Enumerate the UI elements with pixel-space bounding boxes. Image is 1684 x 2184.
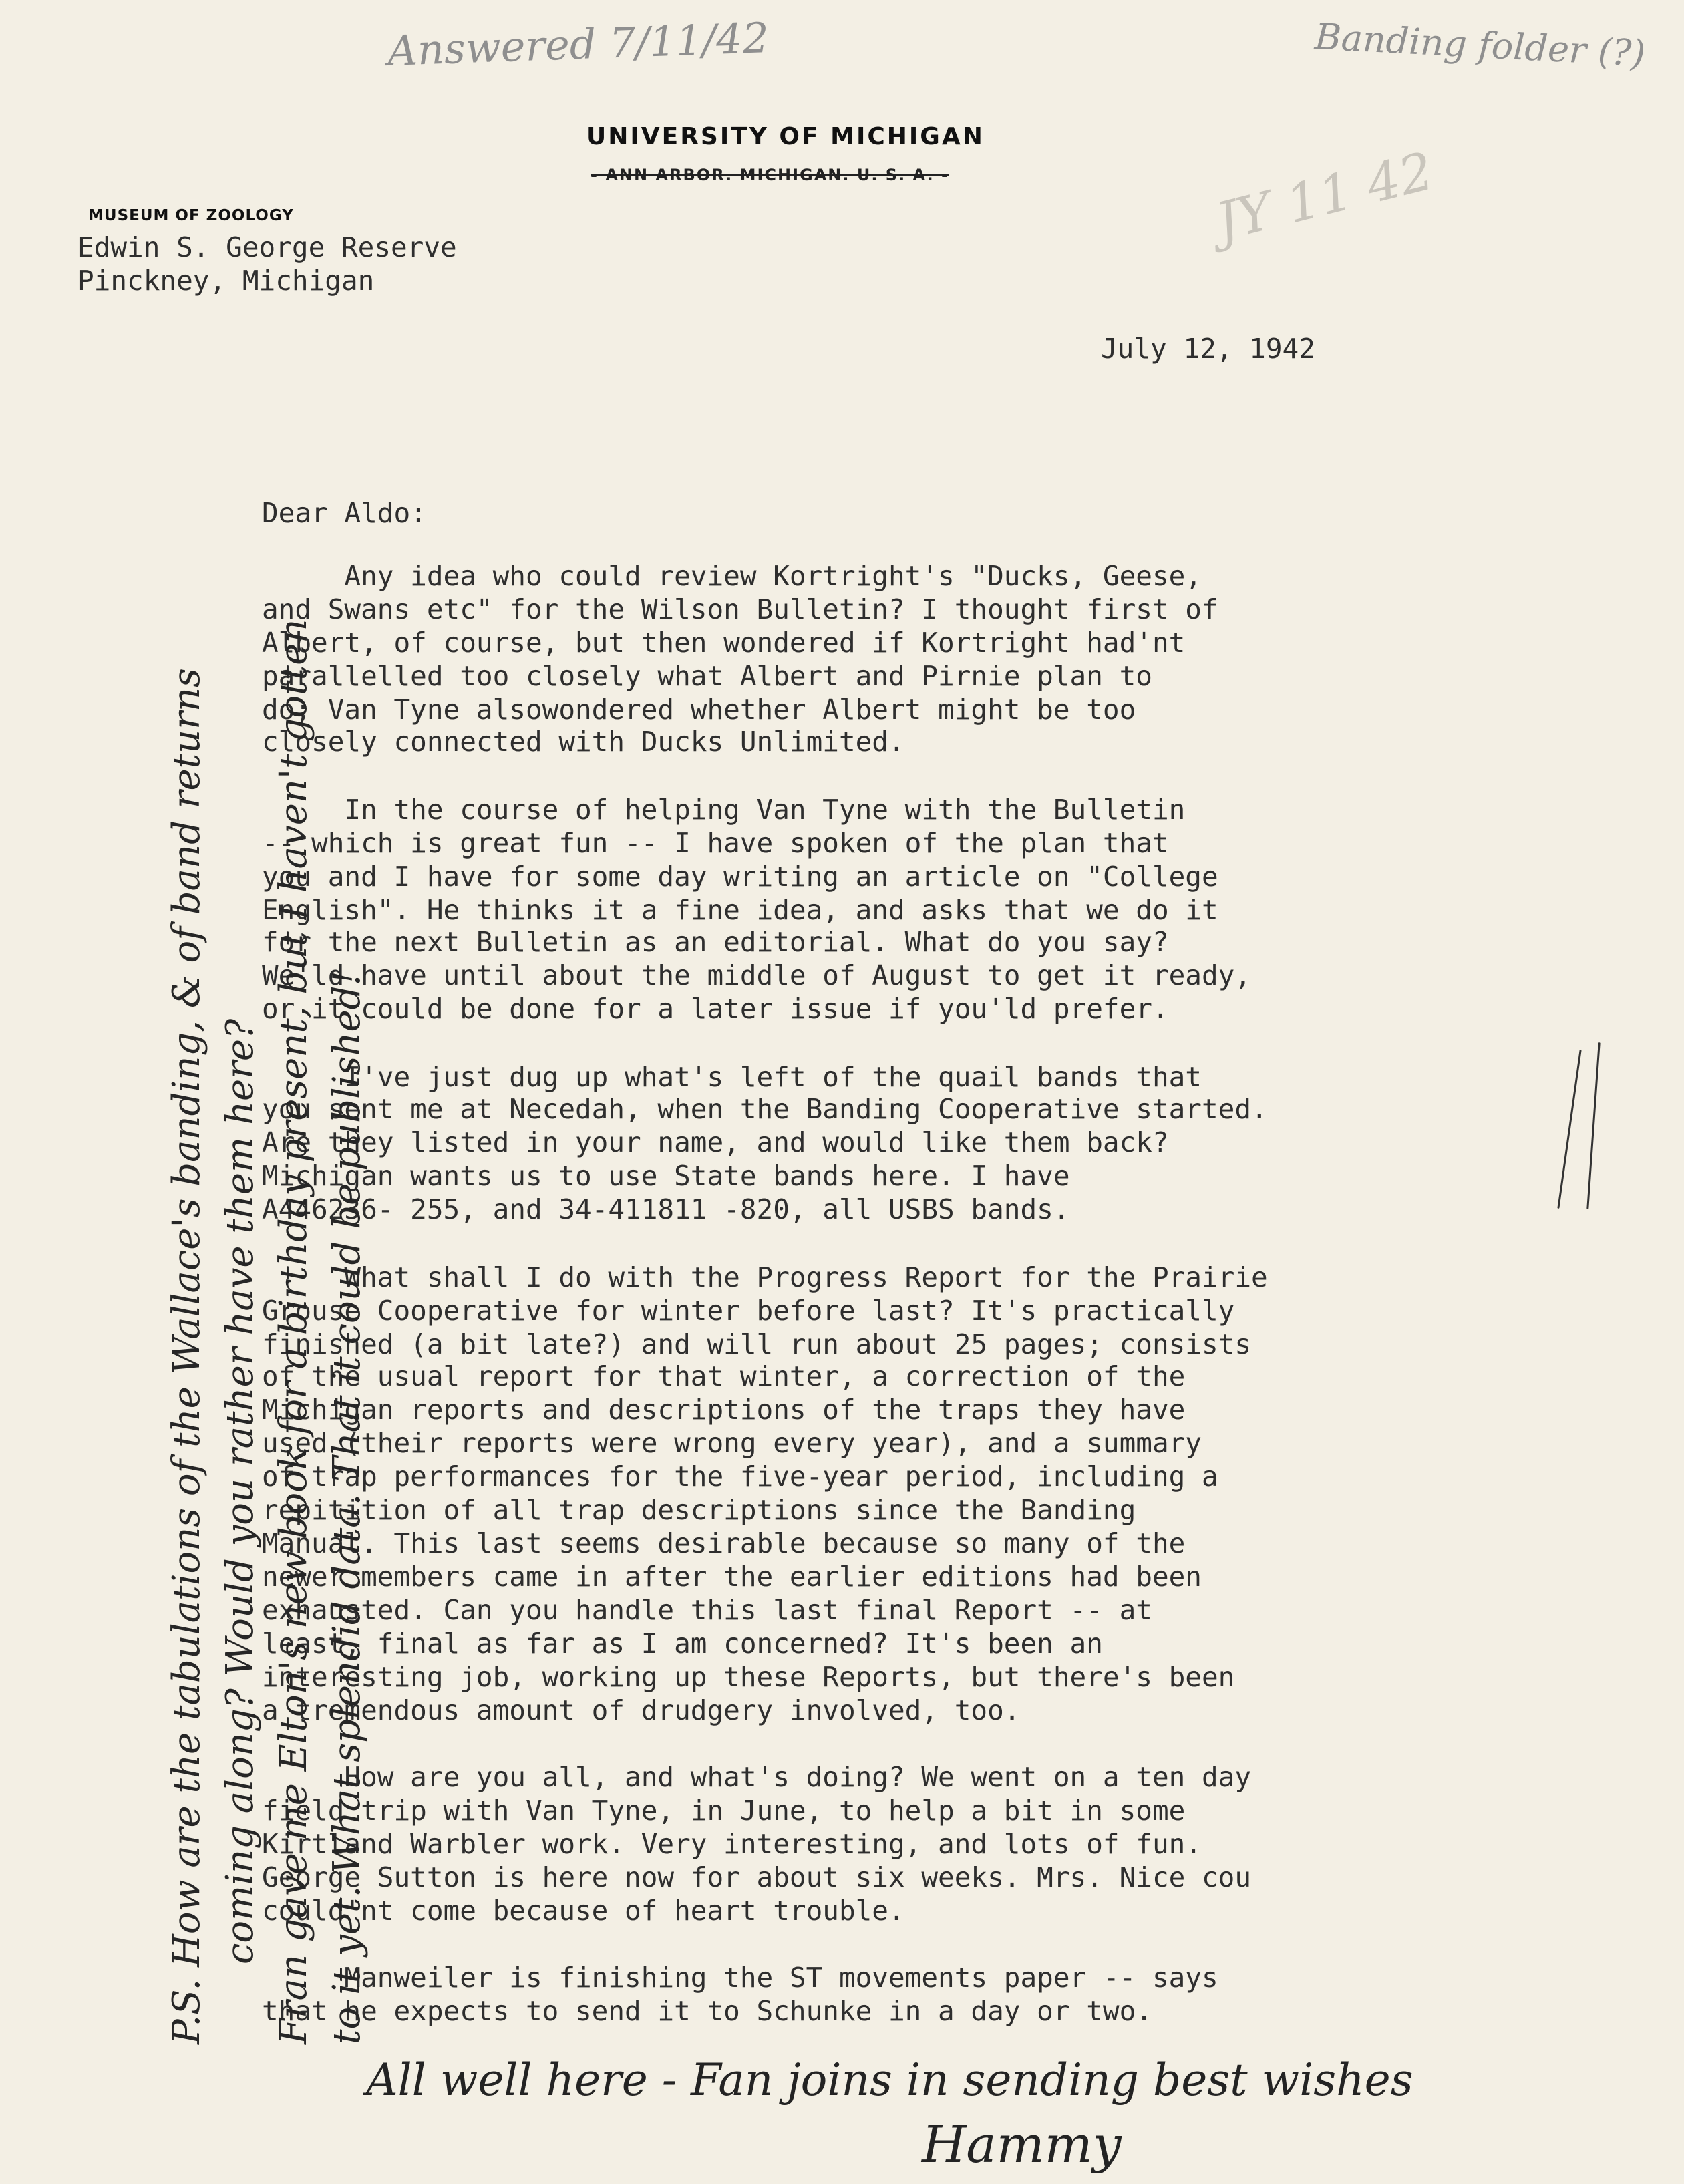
body-line: you and I have for some day writing an article on "College xyxy=(262,861,1218,893)
body-line: of the usual report for that winter, a correction of the xyxy=(262,1360,1186,1392)
postscript-line: coming along? Would you rather have them here? xyxy=(218,1018,262,1964)
body-line: English". He thinks it a fine idea, and asks that we do it xyxy=(262,894,1218,926)
body-line: A446236- 255, and 34-411811 -820, all USBS bands. xyxy=(262,1193,1070,1225)
handwritten-closing: All well here - Fan joins in sending best wishes xyxy=(366,2054,1413,2106)
pencil-date-stamp: JY 11 42 xyxy=(1210,141,1440,253)
letter-date: July 12, 1942 xyxy=(1101,333,1315,365)
body-line: exhausted. Can you handle this last final Report -- at xyxy=(262,1594,1152,1626)
body-line: In the course of helping Van Tyne with the Bulletin xyxy=(262,794,1186,826)
body-line: Manweiler is finishing the ST movements paper -- says xyxy=(262,1962,1218,1994)
salutation: Dear Aldo: xyxy=(262,497,427,529)
postscript-line: Fran gave me Elton's new book for a birthday present, but I haven't gotten xyxy=(272,619,315,2044)
postscript-line: to it yet. What splendid data. That it could be published! xyxy=(325,971,369,2044)
body-line: could'nt come because of heart trouble. xyxy=(262,1895,905,1927)
letterhead-location: - ANN ARBOR. MICHIGAN. U. S. A. - xyxy=(591,166,950,184)
body-line: parallelled too closely what Albert and Pirnie plan to xyxy=(262,660,1152,692)
postscript-line: P.S. How are the tabulations of the Wallace's banding, & of band returns xyxy=(165,668,208,2044)
body-line: a tremendous amount of drudgery involved, too. xyxy=(262,1694,1021,1726)
body-line: Manual. This last seems desirable because so many of the xyxy=(262,1527,1186,1559)
body-line: We'ld have until about the middle of August to get it ready, xyxy=(262,959,1252,991)
body-line: Michigan reports and descriptions of the traps they have xyxy=(262,1394,1186,1426)
margin-mark xyxy=(1586,1042,1600,1209)
body-line: George Sutton is here now for about six weeks. Mrs. Nice cou xyxy=(262,1861,1252,1893)
body-line: Michigan wants us to use State bands here. I have xyxy=(262,1160,1070,1192)
body-line: I've just dug up what's left of the quail bands that xyxy=(262,1061,1202,1093)
letterhead-department: MUSEUM OF ZOOLOGY xyxy=(88,207,294,224)
body-line: do; Van Tyne alsowondered whether Albert might be too xyxy=(262,693,1136,726)
body-line: least, final as far as I am concerned? It's been an xyxy=(262,1627,1103,1660)
letterhead-institution: UNIVERSITY OF MICHIGAN xyxy=(586,123,985,150)
body-line: closely connected with Ducks Unlimited. xyxy=(262,726,905,758)
body-line: or it could be done for a later issue if you'ld prefer. xyxy=(262,993,1169,1025)
body-line: for the next Bulletin as an editorial. What do you say? xyxy=(262,926,1169,958)
banding-folder-note: Banding folder (?) xyxy=(1313,15,1647,75)
body-line: and Swans etc" for the Wilson Bulletin? I thought first of xyxy=(262,593,1218,625)
sender-address-line: Pinckney, Michigan xyxy=(77,265,375,297)
body-line: interesting job, working up these Reports, but there's been xyxy=(262,1661,1235,1693)
body-line: How are you all, and what's doing? We went on a ten day xyxy=(262,1761,1252,1793)
body-line: Are they listed in your name, and would like them back? xyxy=(262,1126,1169,1158)
body-line: finished (a bit late?) and will run about 25 pages; consists xyxy=(262,1328,1252,1360)
body-line: Any idea who could review Kortright's "Ducks, Geese, xyxy=(262,560,1202,592)
body-line: you sent me at Necedah, when the Banding Cooperative started. xyxy=(262,1093,1268,1125)
body-line: of trap performances for the five-year period, including a xyxy=(262,1460,1218,1493)
sender-address-line: Edwin S. George Reserve xyxy=(77,231,457,263)
body-line: that he expects to send it to Schunke in a day or two. xyxy=(262,1995,1152,2027)
body-line: newer members came in after the earlier editions had been xyxy=(262,1561,1202,1593)
body-line: Albert, of course, but then wondered if Kortright had'nt xyxy=(262,627,1186,659)
body-line: Kirtland Warbler work. Very interesting, and lots of fun. xyxy=(262,1828,1202,1860)
body-line: used (their reports were wrong every year), and a summary xyxy=(262,1427,1202,1459)
margin-postscript xyxy=(160,241,374,2044)
signature: Hammy xyxy=(922,2115,1122,2174)
body-line: field trip with Van Tyne, in June, to help a bit in some xyxy=(262,1795,1186,1827)
body-line: repitition of all trap descriptions since the Banding xyxy=(262,1494,1136,1526)
answered-note: Answered 7/11/42 xyxy=(386,13,770,75)
body-line: Grouse Cooperative for winter before last? It's practically xyxy=(262,1295,1235,1327)
body-line: -- which is great fun -- I have spoken of the plan that xyxy=(262,827,1169,859)
body-line: What shall I do with the Progress Report for the Prairie xyxy=(262,1261,1268,1293)
margin-mark xyxy=(1557,1050,1581,1209)
